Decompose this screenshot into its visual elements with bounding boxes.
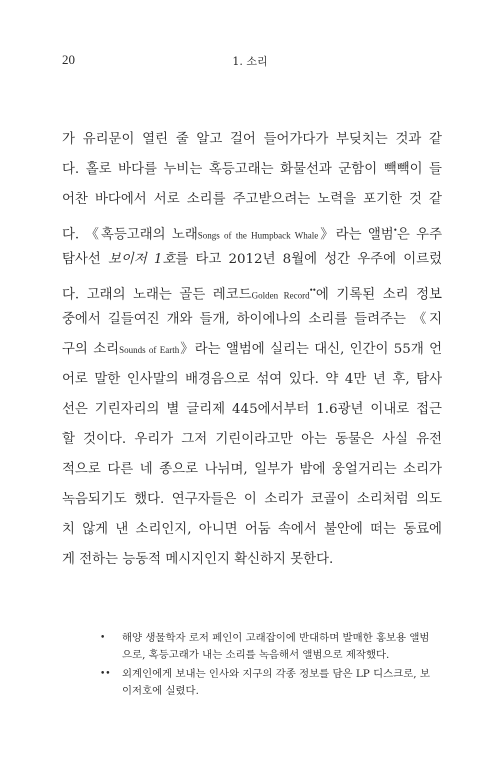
album-title-english: Songs of the Humpback Whale <box>197 230 319 241</box>
record-name-english: Golden Record <box>251 290 310 301</box>
footnote-1 <box>100 630 440 664</box>
text-run: 》라는 앨범 <box>318 227 394 243</box>
footnote-ref-2: •• <box>309 285 316 295</box>
body-line: 가 유리문이 열린 줄 알고 걸어 들어가다가 부딪치는 것과 같 <box>62 132 442 147</box>
body-line: 치 않게 낸 소리인지, 아니면 어둠 속에서 불안에 떠는 동료에 <box>62 522 442 537</box>
page-number: 20 <box>62 52 75 67</box>
body-text <box>62 125 442 575</box>
footnote-line: 해양 생물학자 로저 페인이 고래잡이에 반대하며 발매한 홍보용 앨범 <box>122 632 430 644</box>
body-line: 적으로 다른 네 종으로 나뉘며, 일부가 밤에 웅얼거리는 소리가 <box>62 462 442 477</box>
spacecraft-name: 보이저 1호 <box>107 252 176 267</box>
body-line <box>62 245 442 275</box>
body-line <box>62 275 442 305</box>
body-line: 어찬 바다에서 서로 소리를 주고받으려는 노력을 포기한 것 같 <box>62 192 442 207</box>
footnote-line: 으로, 혹등고래가 내는 소리를 녹음해서 앨범으로 제작했다. <box>122 649 390 661</box>
body-line <box>62 215 442 245</box>
text-run: 탐사선 <box>62 252 108 267</box>
footnote-line: 이저호에 실렸다. <box>122 685 199 697</box>
text-run: 은 우주 <box>396 227 443 243</box>
body-line: 어로 말한 인사말의 배경음으로 섞여 있다. 약 4만 년 후, 탐사 <box>62 372 442 387</box>
footnote-marker: • <box>100 633 106 643</box>
album-title-english: Sounds of Earth <box>119 345 180 355</box>
footnote-marker: •• <box>100 669 111 679</box>
text-run: 를 타고 2012년 8월에 성간 우주에 이르렀 <box>175 252 442 267</box>
body-line: 다. 홀로 바다를 누비는 혹등고래는 화물선과 군함이 빽빽이 들 <box>62 162 442 177</box>
footnotes <box>100 630 440 702</box>
body-line: 할 것이다. 우리가 그저 기린이라고만 아는 동물은 사실 유전 <box>62 432 442 447</box>
footnote-2 <box>100 666 440 700</box>
running-head: 1. 소리 <box>232 55 268 68</box>
body-line: 중에서 길들여진 개와 들개, 하이에나의 소리를 들려주는 《지 <box>62 312 442 327</box>
footnote-ref-1: • <box>393 225 397 235</box>
body-line: 게 전하는 능동적 메시지인지 확신하지 못한다. <box>62 552 334 567</box>
body-line: 녹음되기도 했다. 연구자들은 이 소리가 코골이 소리처럼 의도 <box>62 492 442 507</box>
text-run: 구의 소리 <box>62 342 120 357</box>
footnote-line: 외계인에게 보내는 인사와 지구의 각종 정보를 담은 LP 디스크로, 보 <box>122 668 430 680</box>
text-run: 》라는 앨범에 실리는 대신, 인간이 55개 언 <box>179 342 443 357</box>
text-run: 다. 고래의 노래는 골든 레코드 <box>62 287 252 303</box>
text-run: 에 기록된 소리 정보 <box>315 287 442 303</box>
text-run: 다. 《혹등고래의 노래 <box>62 227 198 243</box>
body-line: 선은 기린자리의 별 글리제 445에서부터 1.6광년 이내로 접근 <box>62 402 442 417</box>
body-line <box>62 335 442 365</box>
